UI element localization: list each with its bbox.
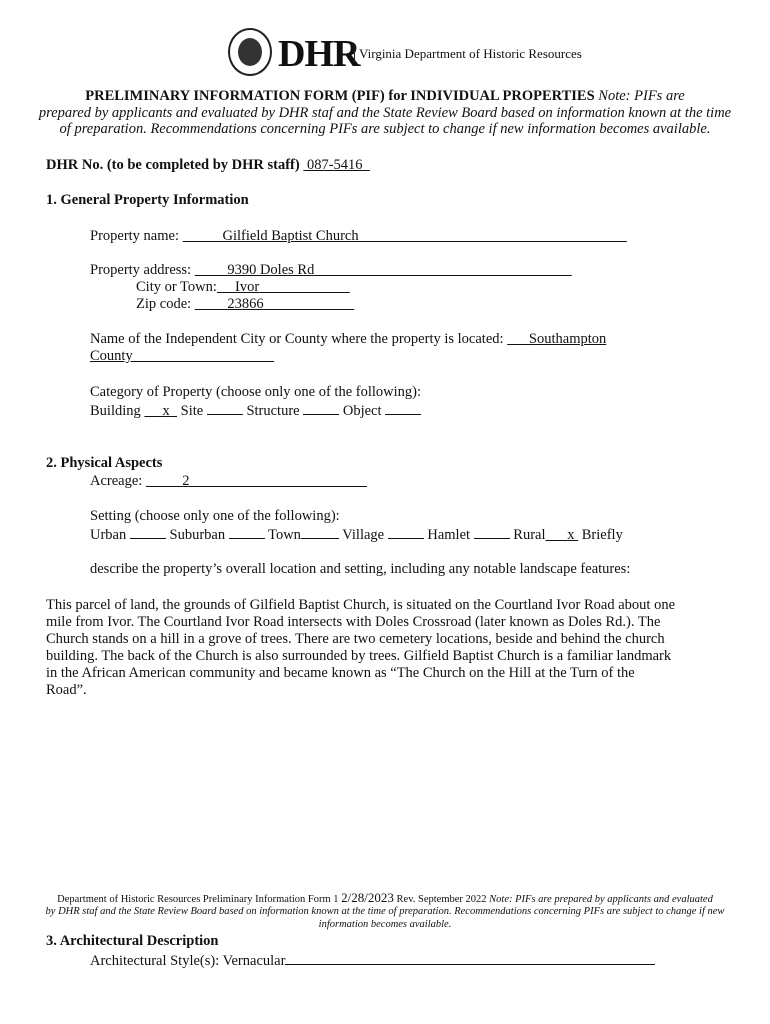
category-row: Building x Site Structure Object	[90, 401, 421, 420]
section3-heading: 3. Architectural Description	[46, 933, 219, 949]
form-title-line	[0, 88, 770, 105]
setting-row: Urban Suburban Town Village Hamlet Rural x Briefly	[90, 527, 623, 543]
address-field[interactable]: 9390 Doles Rd	[227, 262, 315, 278]
setting-suburban-field[interactable]	[229, 525, 265, 539]
county-row2	[90, 348, 274, 365]
setting-urban-field[interactable]	[130, 525, 166, 539]
form-note-label: Note: PIFs are	[598, 88, 685, 104]
category-structure-field[interactable]	[303, 401, 339, 415]
acreage-row: Acreage: 2	[90, 473, 367, 490]
form-title: PRELIMINARY INFORMATION FORM (PIF) for INDIVIDUAL PROPERTIES	[85, 88, 595, 104]
dhr-logo-text: DHR	[278, 33, 360, 75]
page-footer-line3: information becomes available.	[318, 919, 452, 930]
description-paragraph[interactable]: This parcel of land, the grounds of Gilfield Baptist Church, is situated on the Courtland Ivor Road about one mile from Ivor. The Courtland Ivor Road intersects with Doles Crossroad (later known as Doles Rd.). The Church stands on a hill in a grove of trees. There are two cemetery locations, beside and behind the church building. The back of the Church is also surrounded by trees. Gilfield Baptist Church is a familiar landmark in the African American community and became known as “The Church on the Hill at the Turn of the Road”.	[46, 597, 676, 698]
dhr-number-value[interactable]: 087-5416	[306, 157, 363, 173]
category-building-field[interactable]: x	[162, 403, 170, 419]
dhr-number-label: DHR No. (to be completed by DHR staff)	[46, 157, 300, 173]
section1-heading: 1. General Property Information	[46, 192, 249, 208]
property-name-field[interactable]: Gilfield Baptist Church	[222, 228, 359, 244]
category-label: Category of Property (choose only one of the following):	[90, 384, 422, 400]
setting-hamlet-field[interactable]	[474, 525, 510, 539]
setting-label: Setting (choose only one of the following):	[90, 508, 340, 524]
form-note-line3: of preparation. Recommendations concerning PIFs are subject to change if new information becomes available.	[59, 121, 711, 137]
page-footer-line1: Department of Historic Resources Preliminary Information Form 1 2/28/2023 Rev. September 2022 Note: PIFs are prepared by applicants and evaluated	[57, 890, 713, 905]
zip-row: Zip code: 23866	[136, 296, 354, 313]
setting-rural-field[interactable]: x	[567, 527, 575, 543]
form-note-line2: prepared by applicants and evaluated by DHR staf and the State Review Board based on information known at the time	[38, 105, 732, 121]
city-row: City or Town: Ivor	[136, 279, 350, 296]
category-site-field[interactable]	[207, 401, 243, 415]
category-object-field[interactable]	[385, 401, 421, 415]
zip-field[interactable]: 23866	[227, 296, 264, 312]
section2-heading: 2. Physical Aspects	[46, 455, 163, 471]
dhr-number-row	[46, 157, 370, 174]
county-field-line2[interactable]: County	[90, 348, 133, 364]
setting-town-field[interactable]	[301, 525, 339, 539]
describe-label: describe the property’s overall location and setting, including any notable landscape features:	[90, 561, 631, 577]
city-field[interactable]: Ivor	[235, 279, 260, 295]
architectural-style-row: Architectural Style(s): Vernacular	[90, 951, 655, 970]
address-row: Property address: 9390 Doles Rd	[90, 262, 572, 279]
county-field-line1[interactable]: Southampton	[528, 331, 607, 347]
dhr-seal-logo	[228, 28, 272, 76]
dhr-logo-subtext: Virginia Department of Historic Resources	[354, 46, 582, 62]
architectural-style-field[interactable]	[285, 951, 655, 965]
page-footer-line2: by DHR staf and the State Review Board based on information known at the time of preparation. Recommendations concerning PIFs are subject to change if new	[45, 906, 725, 917]
architectural-style-value[interactable]: Vernacular	[222, 953, 286, 969]
property-name-row: Property name: Gilfield Baptist Church	[90, 228, 627, 245]
county-row: Name of the Independent City or County where the property is located: Southampton	[90, 331, 607, 347]
acreage-field[interactable]: 2	[182, 473, 190, 489]
setting-village-field[interactable]	[388, 525, 424, 539]
